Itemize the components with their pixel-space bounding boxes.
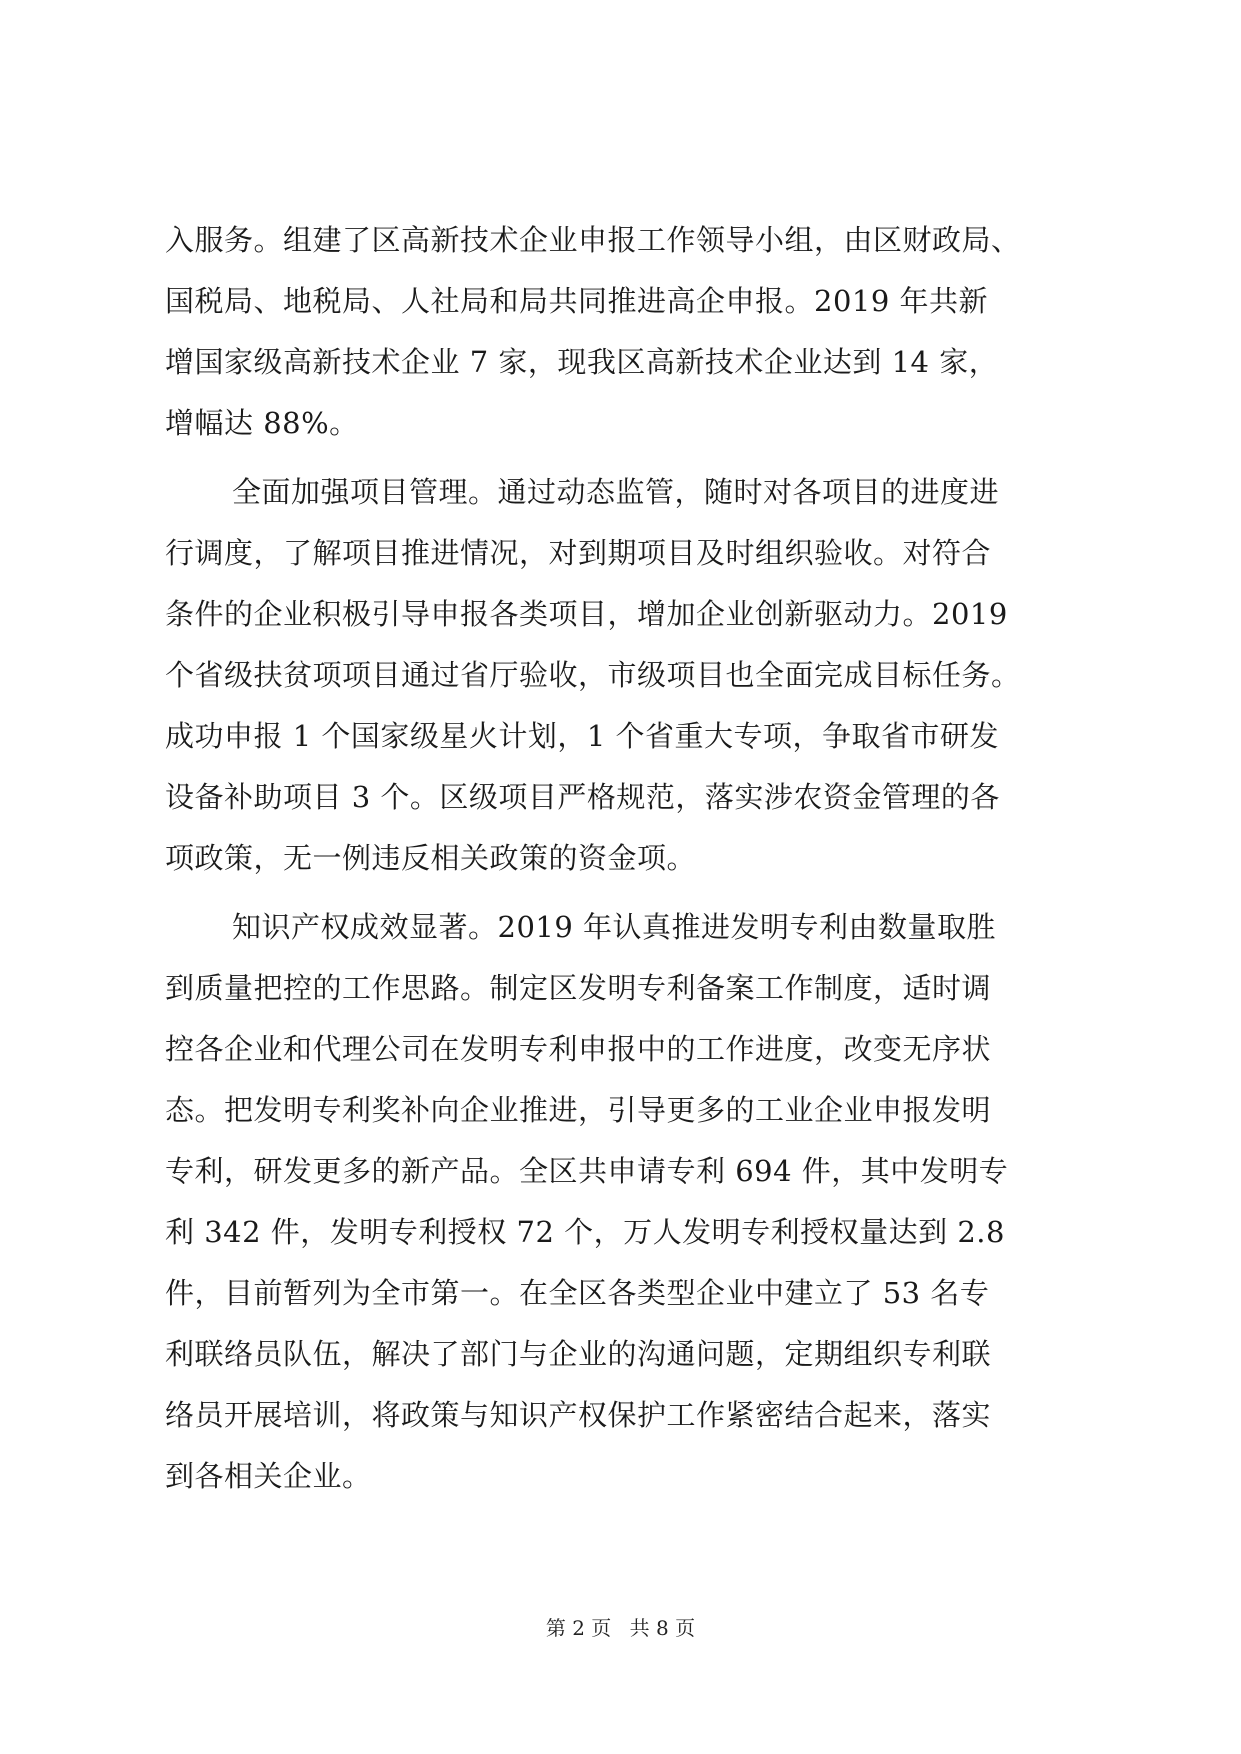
text-line: 件，目前暂列为全市第一。在全区各类型企业中建立了 53 名专	[165, 1276, 990, 1310]
text-line: 入服务。组建了区高新技术企业申报工作领导小组，由区财政局、	[165, 223, 1021, 257]
text-line: 利 342 件，发明专利授权 72 个，万人发明专利授权量达到 2.8	[165, 1215, 1005, 1249]
paragraph-first-line: 全面加强项目管理。通过动态监管，随时对各项目的进度进	[232, 475, 1000, 509]
text-line: 态。把发明专利奖补向企业推进，引导更多的工业企业申报发明	[165, 1093, 992, 1127]
page-number-total: 共 8 页	[629, 1616, 696, 1640]
text-line: 个省级扶贫项项目通过省厅验收，市级项目也全面完成目标任务。	[165, 658, 1021, 692]
text-line: 设备补助项目 3 个。区级项目严格规范，落实涉农资金管理的各	[165, 780, 1000, 814]
text-line: 利联络员队伍，解决了部门与企业的沟通问题，定期组织专利联	[165, 1337, 992, 1371]
text-line: 到质量把控的工作思路。制定区发明专利备案工作制度，适时调	[165, 971, 992, 1005]
text-line: 络员开展培训，将政策与知识产权保护工作紧密结合起来，落实	[165, 1398, 992, 1432]
text-line: 行调度，了解项目推进情况，对到期项目及时组织验收。对符合	[165, 536, 992, 570]
text-line: 条件的企业积极引导申报各类项目，增加企业创新驱动力。2019	[165, 597, 1008, 631]
text-line: 专利，研发更多的新产品。全区共申请专利 694 件，其中发明专	[165, 1154, 1009, 1188]
body-text	[165, 210, 1077, 1507]
text-line: 成功申报 1 个国家级星火计划，1 个省重大专项，争取省市研发	[165, 719, 1000, 753]
paragraph-first-line: 知识产权成效显著。2019 年认真推进发明专利由数量取胜	[232, 910, 997, 944]
text-line: 控各企业和代理公司在发明专利申报中的工作进度，改变无序状	[165, 1032, 992, 1066]
paragraph-gap	[165, 454, 1077, 462]
text-line: 增幅达 88%。	[165, 406, 359, 440]
page-number-current: 第 2 页	[545, 1616, 612, 1640]
page-footer	[0, 1613, 1241, 1643]
paragraph-gap	[165, 889, 1077, 897]
text-line: 增国家级高新技术企业 7 家，现我区高新技术企业达到 14 家，	[165, 345, 999, 379]
text-line: 项政策，无一例违反相关政策的资金项。	[165, 841, 697, 875]
text-line: 国税局、地税局、人社局和局共同推进高企申报。2019 年共新	[165, 284, 989, 318]
text-line: 到各相关企业。	[165, 1459, 372, 1493]
